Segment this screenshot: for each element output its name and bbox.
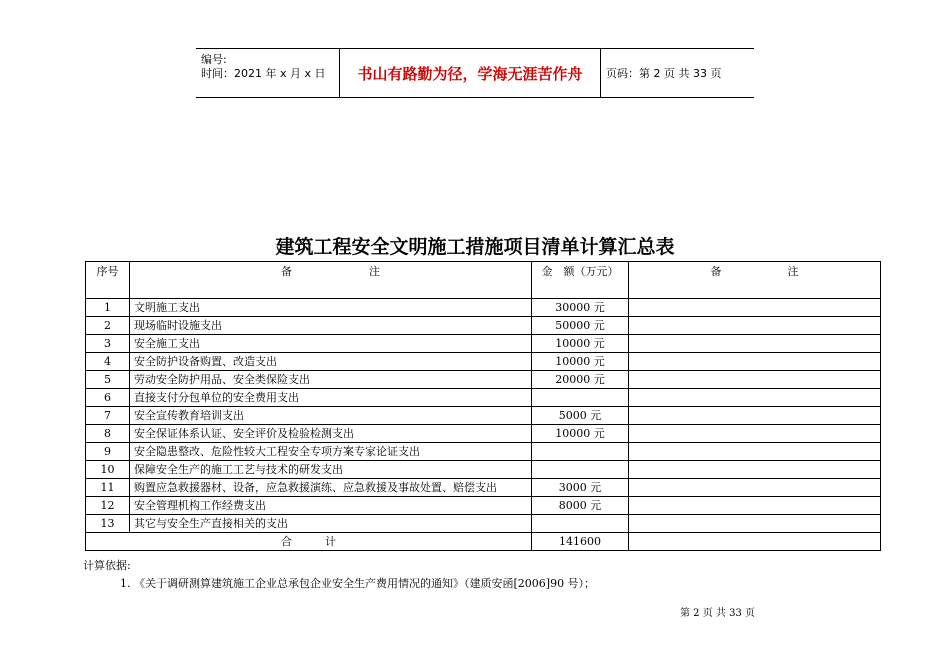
row-remark [629,317,881,335]
row-remark [629,515,881,533]
page-footer: 第 2 页 共 33 页 [680,608,755,619]
header-remark: 备 注 [629,262,881,299]
page-header [196,48,754,98]
row-remark [629,479,881,497]
header-motto: 书山有路勤为径，学海无涯苦作舟 [340,49,601,97]
header-no: 序号 [86,262,130,299]
table-row [86,353,881,371]
row-remark [629,353,881,371]
table-row [86,425,881,443]
row-no: 11 [86,479,130,497]
table-row [86,299,881,317]
basis-label: 计算依据: [83,559,131,572]
row-item: 安全宣传教育培训支出 [130,407,532,425]
header-meta [196,49,340,97]
table-row [86,317,881,335]
row-no: 8 [86,425,130,443]
row-item: 安全保证体系认证、安全评价及检验检测支出 [130,425,532,443]
table-row [86,497,881,515]
row-no: 6 [86,389,130,407]
row-item: 购置应急救援器材、设备，应急救援演练、应急救援及事故处置、赔偿支出 [130,479,532,497]
row-remark [629,407,881,425]
row-remark [629,425,881,443]
row-item: 保障安全生产的施工工艺与技术的研发支出 [130,461,532,479]
row-amount: 30000 元 [532,299,629,317]
row-no: 4 [86,353,130,371]
row-remark [629,335,881,353]
table-row [86,371,881,389]
row-amount [532,461,629,479]
table-row [86,443,881,461]
row-remark [629,371,881,389]
row-item: 安全施工支出 [130,335,532,353]
row-item: 安全防护设备购置、改造支出 [130,353,532,371]
row-no: 2 [86,317,130,335]
row-no: 12 [86,497,130,515]
header-page-info: 页码：第 2 页 共 33 页 [606,67,722,80]
total-remark [629,533,881,551]
row-amount: 10000 元 [532,425,629,443]
row-no: 3 [86,335,130,353]
total-row [86,533,881,551]
table-row [86,389,881,407]
basis-item-1: 1. 《关于调研测算建筑施工企业总承包企业安全生产费用情况的通知》（建质安函[2006]90 号）； [120,577,596,590]
row-no: 1 [86,299,130,317]
row-amount: 3000 元 [532,479,629,497]
table-row [86,479,881,497]
row-item: 安全隐患整改、危险性较大工程安全专项方案专家论证支出 [130,443,532,461]
total-value: 141600 [532,533,629,551]
row-amount: 10000 元 [532,353,629,371]
time-label: 时间：2021 年 x 月 x 日 [201,67,326,80]
row-no: 10 [86,461,130,479]
row-amount: 5000 元 [532,407,629,425]
row-item: 安全管理机构工作经费支出 [130,497,532,515]
row-amount: 10000 元 [532,335,629,353]
row-amount: 8000 元 [532,497,629,515]
row-amount: 50000 元 [532,317,629,335]
row-no: 5 [86,371,130,389]
row-item: 直接支付分包单位的安全费用支出 [130,389,532,407]
row-remark [629,461,881,479]
document-title: 建筑工程安全文明施工措施项目清单计算汇总表 [275,236,675,258]
row-no: 13 [86,515,130,533]
number-label: 编号: [201,53,227,66]
row-remark [629,497,881,515]
row-remark [629,299,881,317]
row-remark [629,443,881,461]
header-amount: 金 额（万元） [532,262,629,299]
row-amount [532,515,629,533]
table-body [86,299,881,551]
row-no: 9 [86,443,130,461]
header-item: 备 注 [130,262,532,299]
table-row [86,407,881,425]
table-row [86,335,881,353]
row-no: 7 [86,407,130,425]
total-label: 合 计 [86,533,532,551]
table-row [86,515,881,533]
table-row [86,461,881,479]
row-amount [532,389,629,407]
row-remark [629,389,881,407]
row-item: 劳动安全防护用品、安全类保险支出 [130,371,532,389]
row-item: 其它与安全生产直接相关的支出 [130,515,532,533]
row-amount [532,443,629,461]
row-amount: 20000 元 [532,371,629,389]
table-header-row [86,262,881,299]
summary-table [85,261,881,551]
row-item: 文明施工支出 [130,299,532,317]
row-item: 现场临时设施支出 [130,317,532,335]
